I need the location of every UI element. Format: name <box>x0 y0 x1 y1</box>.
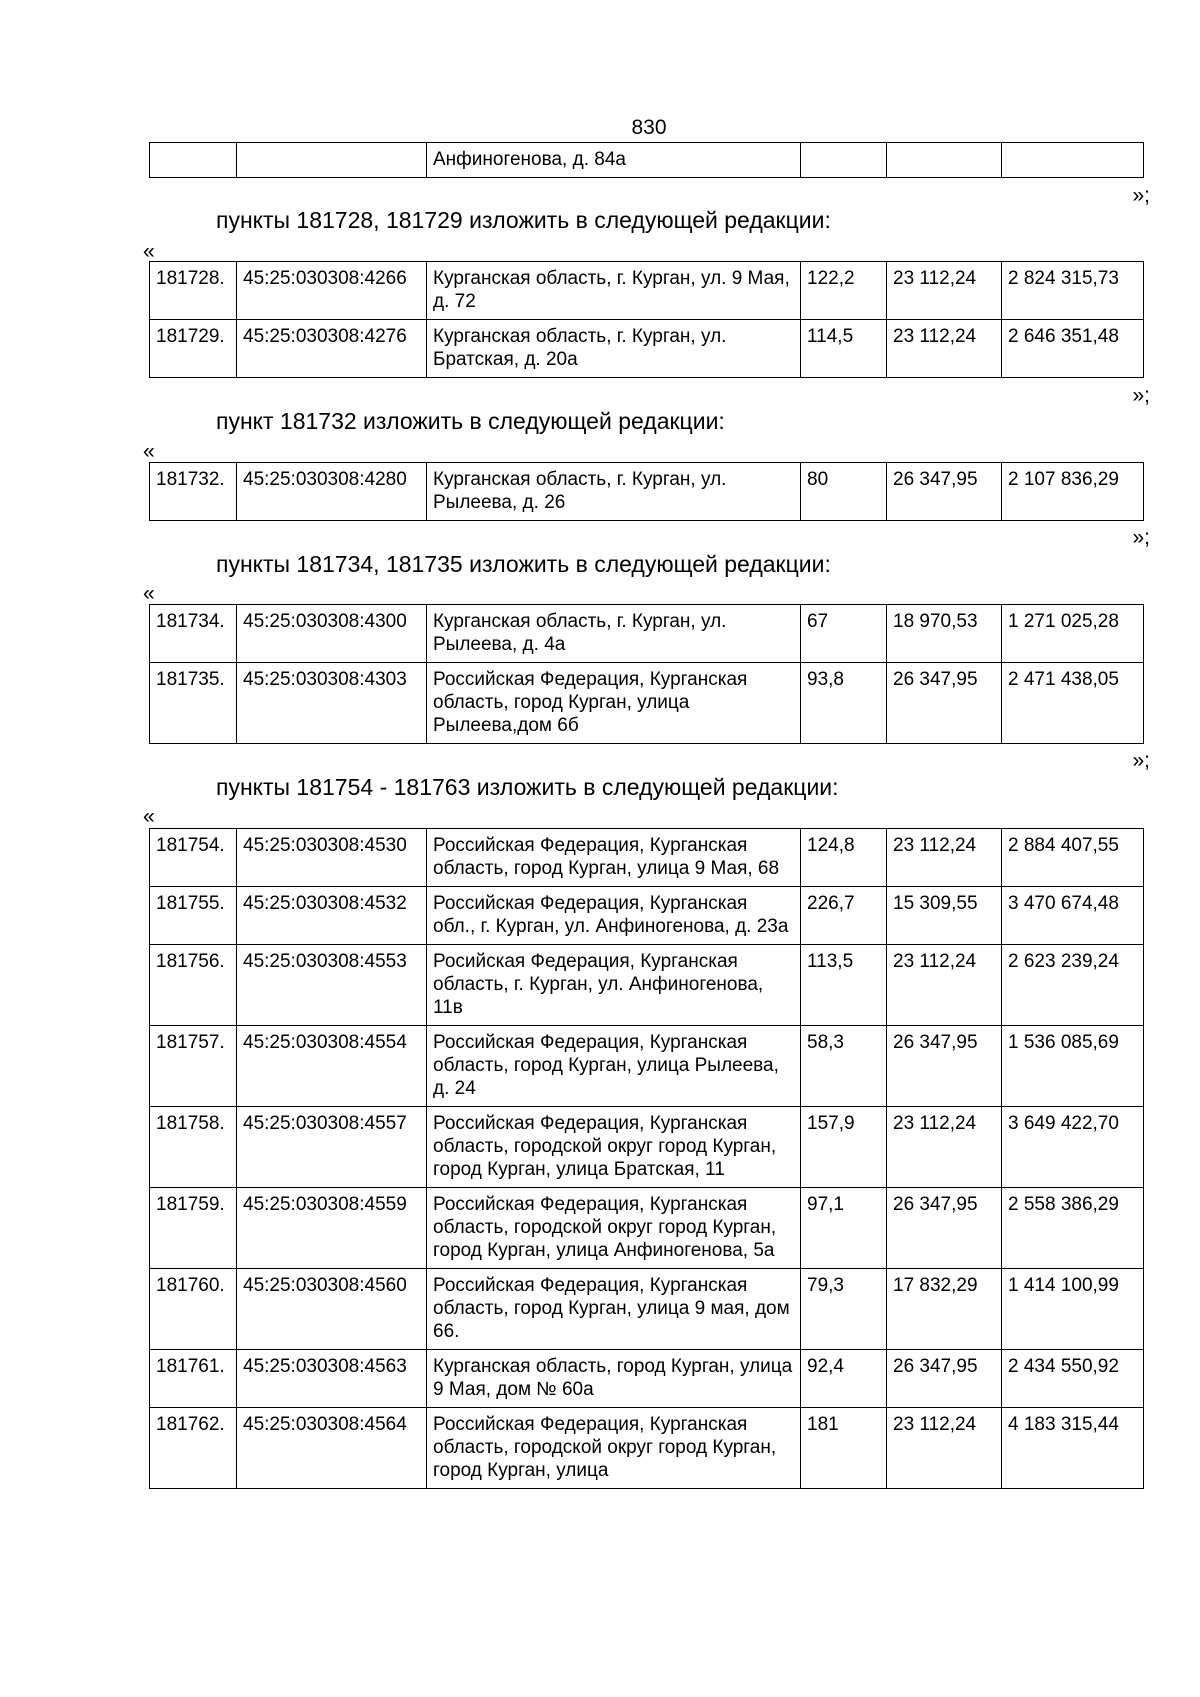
cell-number: 181755. <box>150 887 237 945</box>
table-row <box>150 1408 1144 1489</box>
closing-quote: »; <box>1132 526 1150 549</box>
cell-area: 79,3 <box>801 1269 887 1350</box>
cell-rate: 26 347,95 <box>887 1026 1002 1107</box>
table-row <box>150 945 1144 1026</box>
cell-rate: 23 112,24 <box>887 1107 1002 1188</box>
cell-value: 1 271 025,28 <box>1002 605 1144 663</box>
section-instruction: пункты 181754 - 181763 изложить в следующей редакции: <box>216 774 839 800</box>
table-row <box>150 1026 1144 1107</box>
cell-number: 181762. <box>150 1408 237 1489</box>
opening-quote: « <box>143 440 155 463</box>
cell-address: Российская Федерация, Курганская обл., г. Курган, ул. Анфиногенова, д. 23а <box>427 887 801 945</box>
table-row <box>150 1269 1144 1350</box>
cell-rate: 23 112,24 <box>887 1408 1002 1489</box>
amendment-table <box>149 604 1144 744</box>
cell-value: 1 414 100,99 <box>1002 1269 1144 1350</box>
cell-rate: 17 832,29 <box>887 1269 1002 1350</box>
cell-address: Курганская область, г. Курган, ул. Рылеева, д. 26 <box>427 463 801 521</box>
cell-address: Курганская область, г. Курган, ул. Рылеева, д. 4а <box>427 605 801 663</box>
table-row <box>150 262 1144 320</box>
continuation-table <box>149 142 1144 178</box>
cell-cadastral: 45:25:030308:4300 <box>237 605 427 663</box>
cell-cadastral: 45:25:030308:4532 <box>237 887 427 945</box>
cell-cadastral: 45:25:030308:4303 <box>237 663 427 744</box>
cell-cadastral: 45:25:030308:4530 <box>237 829 427 887</box>
table-row <box>150 663 1144 744</box>
cell-area: 58,3 <box>801 1026 887 1107</box>
cell-number: 181759. <box>150 1188 237 1269</box>
cell-area: 92,4 <box>801 1350 887 1408</box>
cell-area: 113,5 <box>801 945 887 1026</box>
cell-address: Российская Федерация, Курганская область, городской округ город Курган, город Курган, улица Анфиногенова, 5а <box>427 1188 801 1269</box>
table-row <box>150 143 1144 178</box>
section-instruction: пункты 181728, 181729 изложить в следующей редакции: <box>216 207 831 233</box>
cell-value: 2 623 239,24 <box>1002 945 1144 1026</box>
cell-value: 2 471 438,05 <box>1002 663 1144 744</box>
cell-address: Росийская Федерация, Курганская область, г. Курган, ул. Анфиногенова, 11в <box>427 945 801 1026</box>
cell-area: 93,8 <box>801 663 887 744</box>
cell-number: 181732. <box>150 463 237 521</box>
cell-number: 181758. <box>150 1107 237 1188</box>
closing-quote: »; <box>1132 184 1150 207</box>
cell-number: 181735. <box>150 663 237 744</box>
opening-quote: « <box>143 240 155 263</box>
cell-address: Российская Федерация, Курганская область, город Курган, улица 9 мая, дом 66. <box>427 1269 801 1350</box>
cell-value: 2 558 386,29 <box>1002 1188 1144 1269</box>
cell-value: 2 884 407,55 <box>1002 829 1144 887</box>
cell-number <box>150 143 237 178</box>
cell-cadastral: 45:25:030308:4559 <box>237 1188 427 1269</box>
section-instruction: пункты 181734, 181735 изложить в следующей редакции: <box>216 551 831 577</box>
cell-rate: 23 112,24 <box>887 945 1002 1026</box>
cell-cadastral: 45:25:030308:4554 <box>237 1026 427 1107</box>
amendment-table <box>149 261 1144 378</box>
cell-address: Российская Федерация, Курганская область, городской округ город Курган, город Курган, улица Братская, 11 <box>427 1107 801 1188</box>
cell-number: 181728. <box>150 262 237 320</box>
amendment-table <box>149 828 1144 1489</box>
closing-quote: »; <box>1132 384 1150 407</box>
cell-rate: 26 347,95 <box>887 1188 1002 1269</box>
cell-value: 3 470 674,48 <box>1002 887 1144 945</box>
cell-rate: 23 112,24 <box>887 262 1002 320</box>
table-row <box>150 463 1144 521</box>
cell-cadastral: 45:25:030308:4560 <box>237 1269 427 1350</box>
cell-area: 97,1 <box>801 1188 887 1269</box>
cell-number: 181729. <box>150 320 237 378</box>
cell-area: 67 <box>801 605 887 663</box>
amendment-table <box>149 462 1144 521</box>
opening-quote: « <box>143 805 155 828</box>
cell-value <box>1002 143 1144 178</box>
cell-value: 2 824 315,73 <box>1002 262 1144 320</box>
closing-quote: »; <box>1132 749 1150 772</box>
cell-number: 181754. <box>150 829 237 887</box>
cell-number: 181760. <box>150 1269 237 1350</box>
table-row <box>150 1188 1144 1269</box>
cell-rate <box>887 143 1002 178</box>
cell-rate: 26 347,95 <box>887 463 1002 521</box>
cell-value: 3 649 422,70 <box>1002 1107 1144 1188</box>
cell-number: 181734. <box>150 605 237 663</box>
cell-address: Российская Федерация, Курганская область, город Курган, улица 9 Мая, 68 <box>427 829 801 887</box>
table-row <box>150 320 1144 378</box>
cell-value: 2 434 550,92 <box>1002 1350 1144 1408</box>
table-row <box>150 605 1144 663</box>
table-row <box>150 1350 1144 1408</box>
cell-cadastral <box>237 143 427 178</box>
cell-address: Российская Федерация, Курганская область, город Курган, улица Рылеева,дом 6б <box>427 663 801 744</box>
cell-rate: 18 970,53 <box>887 605 1002 663</box>
cell-cadastral: 45:25:030308:4266 <box>237 262 427 320</box>
opening-quote: « <box>143 582 155 605</box>
cell-cadastral: 45:25:030308:4564 <box>237 1408 427 1489</box>
cell-cadastral: 45:25:030308:4280 <box>237 463 427 521</box>
cell-rate: 23 112,24 <box>887 829 1002 887</box>
cell-rate: 26 347,95 <box>887 1350 1002 1408</box>
cell-cadastral: 45:25:030308:4276 <box>237 320 427 378</box>
page-number: 830 <box>631 116 667 139</box>
cell-area: 181 <box>801 1408 887 1489</box>
cell-cadastral: 45:25:030308:4563 <box>237 1350 427 1408</box>
cell-area: 122,2 <box>801 262 887 320</box>
cell-rate: 26 347,95 <box>887 663 1002 744</box>
cell-value: 1 536 085,69 <box>1002 1026 1144 1107</box>
cell-rate: 23 112,24 <box>887 320 1002 378</box>
cell-area: 80 <box>801 463 887 521</box>
cell-value: 4 183 315,44 <box>1002 1408 1144 1489</box>
section-instruction: пункт 181732 изложить в следующей редакции: <box>216 408 725 434</box>
cell-address: Курганская область, город Курган, улица 9 Мая, дом № 60а <box>427 1350 801 1408</box>
cell-address: Курганская область, г. Курган, ул. 9 Мая, д. 72 <box>427 262 801 320</box>
cell-value: 2 646 351,48 <box>1002 320 1144 378</box>
table-row <box>150 887 1144 945</box>
cell-area: 114,5 <box>801 320 887 378</box>
cell-rate: 15 309,55 <box>887 887 1002 945</box>
cell-value: 2 107 836,29 <box>1002 463 1144 521</box>
cell-cadastral: 45:25:030308:4557 <box>237 1107 427 1188</box>
cell-number: 181761. <box>150 1350 237 1408</box>
cell-area: 157,9 <box>801 1107 887 1188</box>
cell-area: 124,8 <box>801 829 887 887</box>
cell-cadastral: 45:25:030308:4553 <box>237 945 427 1026</box>
cell-area: 226,7 <box>801 887 887 945</box>
cell-number: 181757. <box>150 1026 237 1107</box>
cell-address: Российская Федерация, Курганская область, городской округ город Курган, город Курган, улица <box>427 1408 801 1489</box>
cell-address: Российская Федерация, Курганская область, город Курган, улица Рылеева, д. 24 <box>427 1026 801 1107</box>
table-row <box>150 829 1144 887</box>
table-row <box>150 1107 1144 1188</box>
cell-address: Анфиногенова, д. 84а <box>427 143 801 178</box>
cell-number: 181756. <box>150 945 237 1026</box>
cell-area <box>801 143 887 178</box>
cell-address: Курганская область, г. Курган, ул. Братская, д. 20а <box>427 320 801 378</box>
